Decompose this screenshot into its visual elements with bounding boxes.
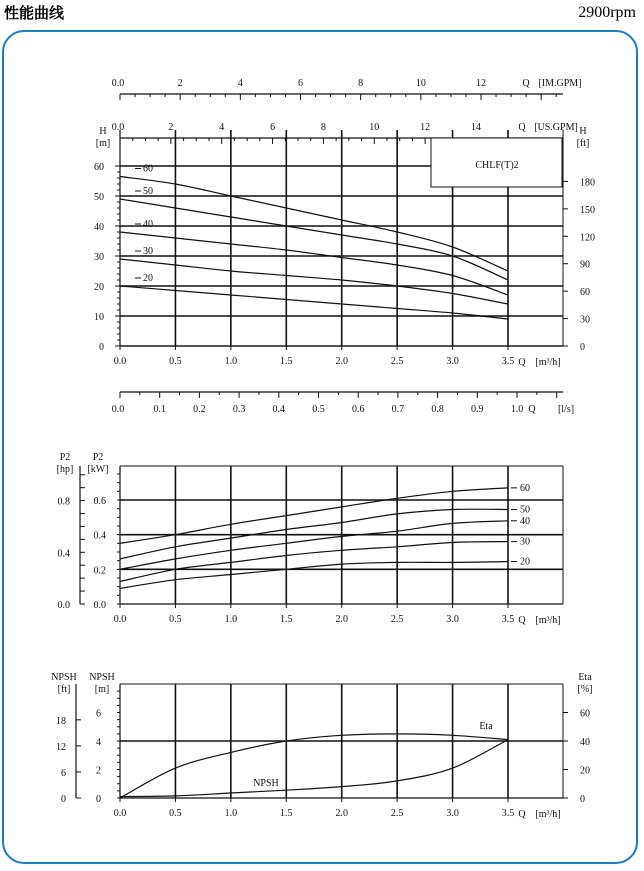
x-axis-label: Q	[518, 357, 526, 368]
power-curve-label: 40	[520, 515, 530, 527]
x-tick-label: 1.5	[280, 808, 293, 819]
x-tick-label: 3.0	[446, 808, 459, 819]
secondary-x-tick-label: 0.0	[111, 404, 125, 415]
x-axis-label: Q	[518, 615, 526, 626]
x-tick-label: 3.0	[446, 614, 459, 625]
x-tick-label: 2.5	[390, 356, 404, 367]
x-tick-label: 2.0	[335, 356, 348, 367]
x-tick-label: 2.5	[390, 808, 404, 819]
y-axis-unit: [m]	[95, 138, 111, 149]
model-label: CHLF(T)2	[475, 160, 519, 171]
y-tick-label: 30	[94, 252, 104, 263]
x-tick-label: 2.0	[335, 808, 348, 819]
secondary-x-tick-label: 8	[320, 122, 326, 133]
y-axis-unit: [m]	[94, 684, 110, 695]
secondary-x-tick-label: 0.4	[272, 404, 286, 415]
y-tick-label: 4	[96, 737, 101, 748]
secondary-x-tick-label: 12	[420, 122, 431, 133]
y-right-tick-label: 90	[580, 259, 590, 271]
y-right-axis-unit: [ft]	[576, 138, 590, 149]
secondary-x-tick-label: 0.0	[111, 78, 125, 89]
outer-y-tick-label: 0.0	[57, 600, 70, 611]
page-title: 性能曲线	[4, 4, 65, 22]
y-axis-label: H	[99, 126, 107, 137]
y-tick-label: 0.0	[93, 600, 106, 611]
power-curve-label: 60	[520, 482, 530, 494]
outer-y-axis-label: P2	[59, 452, 71, 463]
npsh-curve-label: NPSH	[253, 778, 279, 789]
y-right-axis-label: Eta	[578, 672, 592, 683]
secondary-x-axis-unit: [l/s]	[557, 404, 575, 415]
head-curve-label: 40	[143, 219, 153, 230]
x-tick-label: 1.0	[224, 614, 238, 625]
y-tick-label: 0	[96, 794, 101, 805]
secondary-x-tick-label: 8	[358, 78, 364, 89]
outer-y-tick-label: 6	[61, 767, 66, 779]
secondary-x-tick-label: 0.9	[471, 404, 484, 415]
y-tick-label: 0	[99, 342, 104, 353]
outer-y-axis-unit: [hp]	[56, 464, 74, 475]
y-tick-label: 6	[96, 708, 101, 720]
outer-y-tick-label: 0.4	[57, 548, 70, 560]
head-curve-label: 60	[143, 163, 153, 175]
y-right-axis-unit: [%]	[577, 684, 593, 695]
secondary-x-axis-label: Q	[522, 78, 530, 89]
outer-y-tick-label: 18	[56, 715, 66, 727]
y-axis-unit: [kW]	[87, 464, 109, 475]
x-tick-label: 0.0	[113, 356, 127, 367]
outer-y-tick-label: 0.8	[57, 496, 70, 508]
head-curve-label: 50	[143, 186, 153, 197]
y-right-tick-label: 180	[580, 177, 595, 189]
x-tick-label: 1.0	[224, 356, 238, 367]
x-axis-label: Q	[518, 809, 526, 820]
secondary-x-axis-unit: [IM.GPM]	[538, 78, 582, 89]
y-tick-label: 0.6	[93, 496, 106, 507]
y-tick-label: 0.2	[93, 565, 106, 577]
y-tick-label: 2	[96, 765, 101, 777]
secondary-x-axis-unit: [US.GPM]	[534, 122, 578, 133]
head-curve-label: 20	[143, 273, 153, 284]
x-tick-label: 1.0	[224, 808, 238, 819]
npsh-curve	[120, 740, 508, 797]
y-right-tick-label: 120	[580, 232, 595, 244]
secondary-x-tick-label: 0.8	[431, 404, 444, 415]
y-right-tick-label: 0	[580, 794, 585, 805]
head-curve-50	[120, 199, 508, 280]
secondary-x-tick-label: 0.7	[391, 404, 405, 415]
x-axis-unit: [m³/h]	[535, 357, 561, 368]
y-tick-label: 20	[94, 282, 104, 293]
secondary-x-tick-label: 0.5	[312, 404, 325, 415]
power-curve-30	[120, 542, 508, 582]
secondary-x-tick-label: 12	[476, 78, 486, 89]
y-right-tick-label: 30	[580, 314, 590, 326]
y-right-tick-label: 150	[580, 204, 595, 216]
secondary-x-tick-label: 0.6	[351, 404, 365, 415]
secondary-x-tick-label: 2	[177, 78, 183, 89]
x-tick-label: 1.5	[280, 356, 293, 367]
speed-label: 2900rpm	[578, 4, 636, 21]
x-tick-label: 3.5	[501, 808, 515, 819]
y-tick-label: 60	[94, 162, 104, 173]
x-tick-label: 1.5	[280, 614, 293, 625]
outer-y-axis-unit: [ft]	[57, 684, 71, 695]
eta-curve-label: Eta	[479, 721, 493, 732]
head-curve-60	[120, 177, 508, 272]
y-right-tick-label: 0	[580, 342, 585, 353]
secondary-x-tick-label: 0.2	[193, 404, 206, 415]
x-tick-label: 0.5	[169, 614, 182, 625]
head-curve-20	[120, 286, 508, 319]
y-right-axis-label: H	[579, 126, 587, 137]
secondary-x-tick-label: 1.0	[510, 404, 524, 415]
power-curve-label: 20	[520, 556, 530, 568]
outer-y-tick-label: 0	[61, 794, 66, 805]
y-right-tick-label: 60	[580, 708, 590, 720]
x-tick-label: 3.5	[501, 614, 515, 625]
x-tick-label: 0.5	[169, 808, 182, 819]
y-axis-label: P2	[92, 452, 104, 463]
y-tick-label: 50	[94, 192, 104, 203]
x-tick-label: 0.0	[113, 808, 127, 819]
secondary-x-tick-label: 10	[415, 78, 426, 89]
secondary-x-tick-label: 6	[298, 78, 303, 89]
y-axis-label: NPSH	[89, 672, 115, 683]
secondary-x-axis-label: Q	[528, 404, 536, 415]
x-tick-label: 2.5	[390, 614, 404, 625]
secondary-x-tick-label: 0.1	[153, 404, 166, 415]
secondary-x-tick-label: 4	[219, 122, 225, 133]
y-tick-label: 40	[94, 222, 104, 233]
secondary-x-tick-label: 4	[237, 78, 243, 89]
secondary-x-tick-label: 2	[168, 122, 174, 133]
x-tick-label: 0.5	[169, 356, 182, 367]
head-curve-label: 30	[143, 246, 153, 257]
secondary-x-axis-label: Q	[518, 122, 526, 133]
x-tick-label: 3.5	[501, 356, 515, 367]
head-curve-30	[120, 259, 508, 304]
x-axis-unit: [m³/h]	[535, 615, 561, 626]
secondary-x-tick-label: 10	[369, 122, 380, 133]
power-curve-label: 50	[520, 504, 530, 516]
x-axis-unit: [m³/h]	[535, 809, 561, 820]
y-tick-label: 0.4	[93, 530, 106, 542]
secondary-x-tick-label: 14	[471, 122, 481, 133]
x-tick-label: 0.0	[113, 614, 127, 625]
secondary-x-tick-label: 0.3	[232, 404, 246, 415]
secondary-x-tick-label: 6	[270, 122, 276, 133]
x-tick-label: 3.0	[446, 356, 459, 367]
outer-y-axis-label: NPSH	[51, 672, 77, 683]
power-curve-label: 30	[520, 536, 530, 548]
y-right-tick-label: 40	[580, 737, 590, 748]
y-right-tick-label: 20	[580, 765, 590, 777]
secondary-x-tick-label: 0.0	[111, 122, 125, 133]
y-right-tick-label: 60	[580, 287, 590, 299]
x-tick-label: 2.0	[335, 614, 348, 625]
outer-y-tick-label: 12	[56, 741, 66, 753]
y-tick-label: 10	[94, 312, 104, 323]
power-curve-20	[120, 562, 508, 589]
